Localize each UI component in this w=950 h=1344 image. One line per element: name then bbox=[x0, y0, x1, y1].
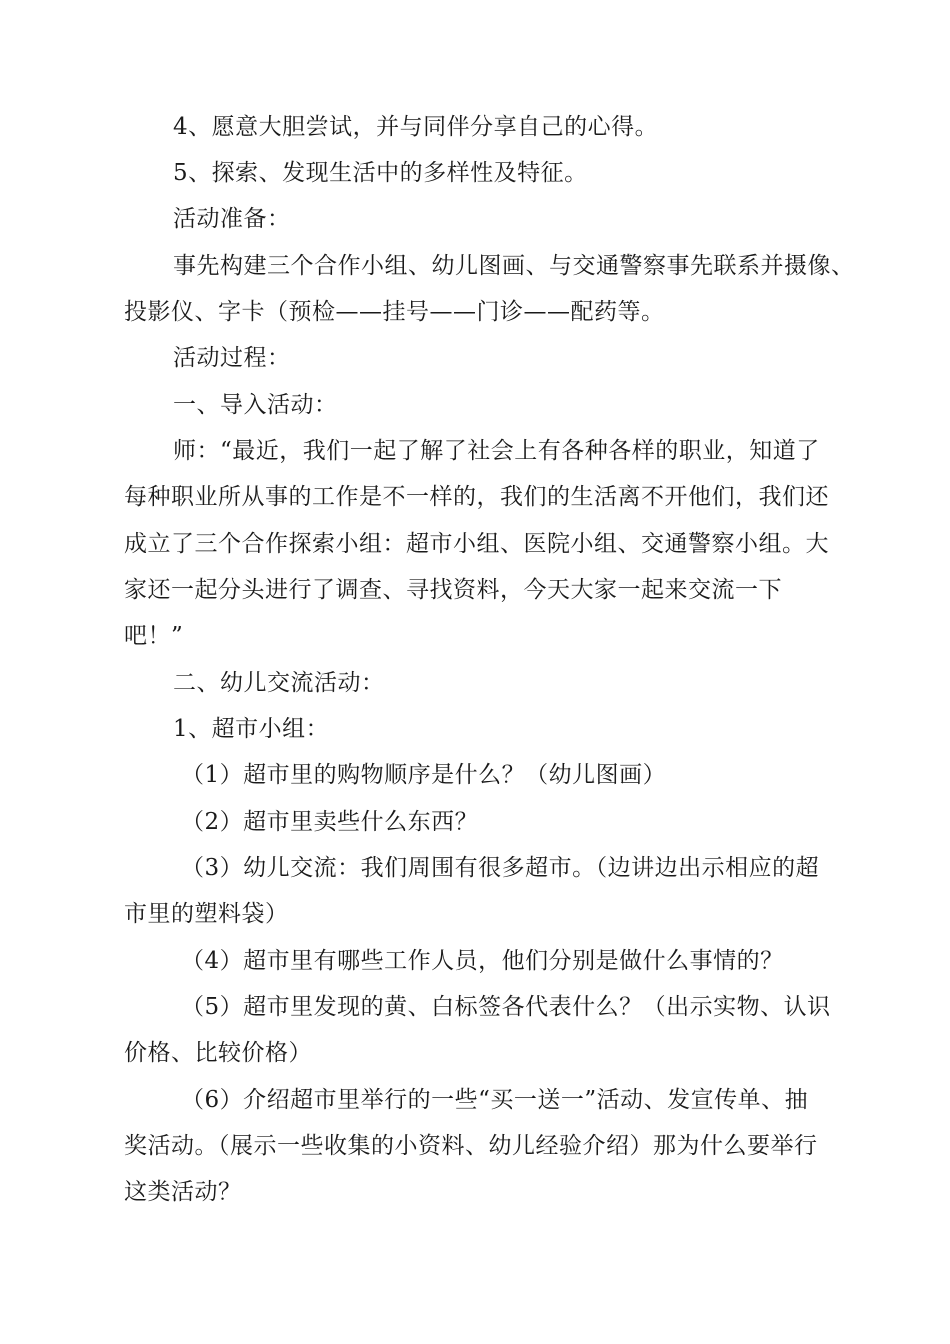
question-4: （4）超市里有哪些工作人员，他们分别是做什么事情的？ bbox=[181, 948, 784, 974]
question-2: （2）超市里卖些什么东西？ bbox=[181, 809, 479, 835]
question-6-line-2: 奖活动。（展示一些收集的小资料、幼儿经验介绍）那为什么要举行 bbox=[124, 1133, 818, 1159]
objective-4: 4、愿意大胆尝试，并与同伴分享自己的心得。 bbox=[173, 114, 659, 140]
question-5-line-2: 价格、比较价格） bbox=[124, 1040, 312, 1066]
preparation-line-1: 事先构建三个合作小组、幼儿图画、与交通警察事先联系并摄像、 bbox=[173, 253, 855, 279]
teacher-speech-line-5: 吧！” bbox=[124, 623, 184, 649]
question-5-line-1: （5）超市里发现的黄、白标签各代表什么？（出示实物、认识 bbox=[181, 994, 831, 1020]
teacher-speech-line-1: 师：“最近，我们一起了解了社会上有各种各样的职业，知道了 bbox=[173, 438, 820, 464]
question-3-line-2: 市里的塑料袋） bbox=[124, 901, 289, 927]
heading-activity-process: 活动过程： bbox=[173, 345, 291, 371]
preparation-line-2: 投影仪、字卡（预检——挂号——门诊——配药等。 bbox=[124, 299, 665, 325]
question-3-line-1: （3）幼儿交流：我们周围有很多超市。（边讲边出示相应的超 bbox=[181, 855, 820, 881]
section-2-heading: 二、幼儿交流活动： bbox=[173, 670, 385, 696]
teacher-speech-line-3: 成立了三个合作探索小组：超市小组、医院小组、交通警察小组。大 bbox=[124, 531, 829, 557]
teacher-speech-line-4: 家还一起分头进行了调查、寻找资料，今天大家一起来交流一下 bbox=[124, 577, 782, 603]
section-1-heading: 一、导入活动： bbox=[173, 392, 338, 418]
question-1: （1）超市里的购物顺序是什么？（幼儿图画） bbox=[181, 762, 667, 788]
question-6-line-3: 这类活动？ bbox=[124, 1179, 242, 1205]
teacher-speech-line-2: 每种职业所从事的工作是不一样的，我们的生活离不开他们，我们还 bbox=[124, 484, 829, 510]
group-1-heading: 1、超市小组： bbox=[173, 716, 330, 742]
question-6-line-1: （6）介绍超市里举行的一些“买一送一”活动、发宣传单、抽 bbox=[181, 1087, 809, 1113]
heading-activity-preparation: 活动准备： bbox=[173, 206, 291, 232]
objective-5: 5、探索、发现生活中的多样性及特征。 bbox=[173, 160, 588, 186]
